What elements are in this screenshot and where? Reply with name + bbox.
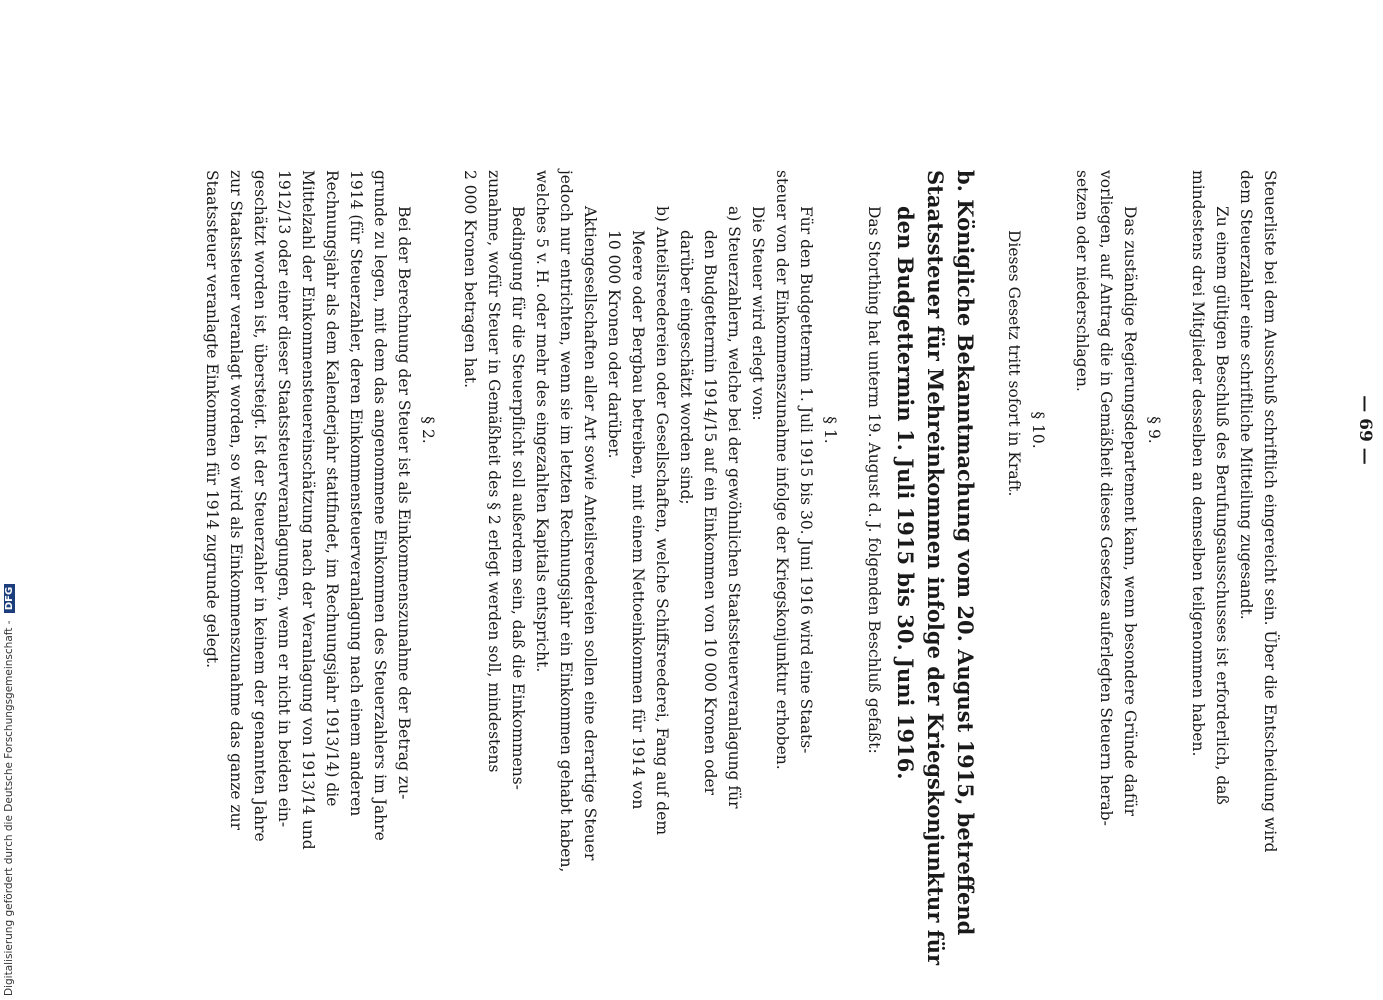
text-line: jedoch nur entrichten, wenn sie im letzten Rechnungsjahr ein Einkommen gehabt haben, (557, 170, 575, 873)
text-line: dem Steuerzahler eine schriftliche Mitteilung zugesandt. (1237, 170, 1255, 620)
text-line: § 9. (1145, 416, 1163, 444)
text-line: Bei der Berechnung der Steuer ist als Einkommenszunahme der Betrag zu- (395, 206, 413, 800)
text-line: Meere oder Bergbau betreiben, mit einem Nettoeinkommen für 1914 von (629, 230, 647, 810)
page-number: — 69 — (1355, 395, 1375, 465)
text-line: den Budgettermin 1914/15 auf ein Einkommen von 10 000 Kronen oder (701, 230, 719, 796)
document-page (180, 170, 1375, 966)
text-line: § 10. (1029, 411, 1047, 449)
text-line: zur Staatssteuer veranlagt worden, so wird als Einkommenszunahme das ganze zur (227, 170, 245, 831)
text-line: Staatssteuer veranlagte Einkommen für 1914 zugrunde gelegt. (203, 170, 221, 669)
text-line: setzen oder niederschlagen. (1073, 170, 1091, 392)
text-line: Aktiengesellschaften aller Art sowie Anteilsreedereien sollen eine derartige Steuer (581, 206, 599, 861)
text-line: vorliegen, auf Antrag die in Gemäßheit dieses Gesetzes auferlegten Steuern herab- (1097, 170, 1115, 826)
text-line: den Budgettermin 1. Juli 1915 bis 30. Juni 1916. (893, 206, 918, 780)
text-line: Steuerliste bei dem Ausschuß schriftlich eingereicht sein. Über die Entscheidung wird (1261, 170, 1279, 853)
dfg-logo: DFG (4, 584, 15, 613)
text-line: b) Anteilsreedereien oder Gesellschaften, welche Schiffsreederei, Fang auf dem (653, 206, 671, 836)
text-line: § 2. (419, 416, 437, 444)
text-line: 1914 (für Steuerzahler, deren Einkommensteuerveranlagung nach einem anderen (347, 170, 365, 817)
text-line: welches 5 v. H. oder mehr des eingezahlten Kapitals entspricht. (533, 170, 551, 673)
text-line: a) Steuerzahlern, welche bei der gewöhnlichen Staatssteuerveranlagung für (725, 206, 743, 809)
footer-credit: Digitalisierung gefördert durch die Deutsche Forschungsgemeinschaft - (3, 620, 15, 996)
text-line: mindestens drei Mitglieder desselben an demselben teilgenommen haben. (1189, 170, 1207, 757)
text-line: geschätzt worden ist, übersteigt. Ist der Steuerzahler in keinem der genannten Jahre (251, 170, 269, 842)
text-line: Für den Budgettermin 1. Juli 1915 bis 30. Juni 1916 wird eine Staats- (797, 206, 815, 754)
text-line: § 1. (821, 416, 839, 444)
text-line: 1912/13 oder einer dieser Staatssteuerveranlagungen, wenn er nicht in beiden ein- (275, 170, 293, 828)
text-line: Mittelzahl der Einkommensteuereinschätzung nach der Veranlagung von 1913/14 und (299, 170, 317, 850)
text-line: zunahme, wofür Steuer in Gemäßheit des § 2 erlegt werden soll, mindestens (485, 170, 503, 773)
text-line: Bedingung für die Steuerpflicht soll außerdem sein, daß die Einkommens- (509, 206, 527, 790)
text-line: Zu einem gültigen Beschluß des Berufungsausschusses ist erforderlich, daß (1213, 206, 1231, 805)
text-line: 10 000 Kronen oder darüber. (605, 230, 623, 459)
footer (0, 0, 20, 1000)
text-line: darüber eingeschätzt worden sind; (677, 230, 695, 505)
text-line: grunde zu legen, mit dem das angenommene Einkommen des Steuerzahlers im Jahre (371, 170, 389, 841)
text-line: steuer von der Einkommenszunahme infolge der Kriegskonjunktur erhoben. (773, 170, 791, 770)
text-line: 2 000 Kronen betragen hat. (461, 170, 479, 389)
text-line: Das zuständige Regierungsdepartement kann, wenn besondere Gründe dafür (1121, 206, 1139, 817)
text-line: Dieses Gesetz tritt sofort in Kraft. (1005, 230, 1023, 497)
text-line: b. Königliche Bekanntmachung vom 20. August 1915, betreffend (953, 170, 978, 936)
text-line: Die Steuer wird erlegt von: (749, 206, 767, 421)
text-line: Das Storthing hat unterm 19. August d. J. folgenden Beschluß gefaßt: (865, 206, 883, 754)
text-line: Staatssteuer für Mehreinkommen infolge der Kriegskonjunktur für (923, 170, 948, 966)
text-line: Rechnungsjahr als dem Kalenderjahr stattfindet, im Rechnungsjahr 1913/14) die (323, 170, 341, 807)
